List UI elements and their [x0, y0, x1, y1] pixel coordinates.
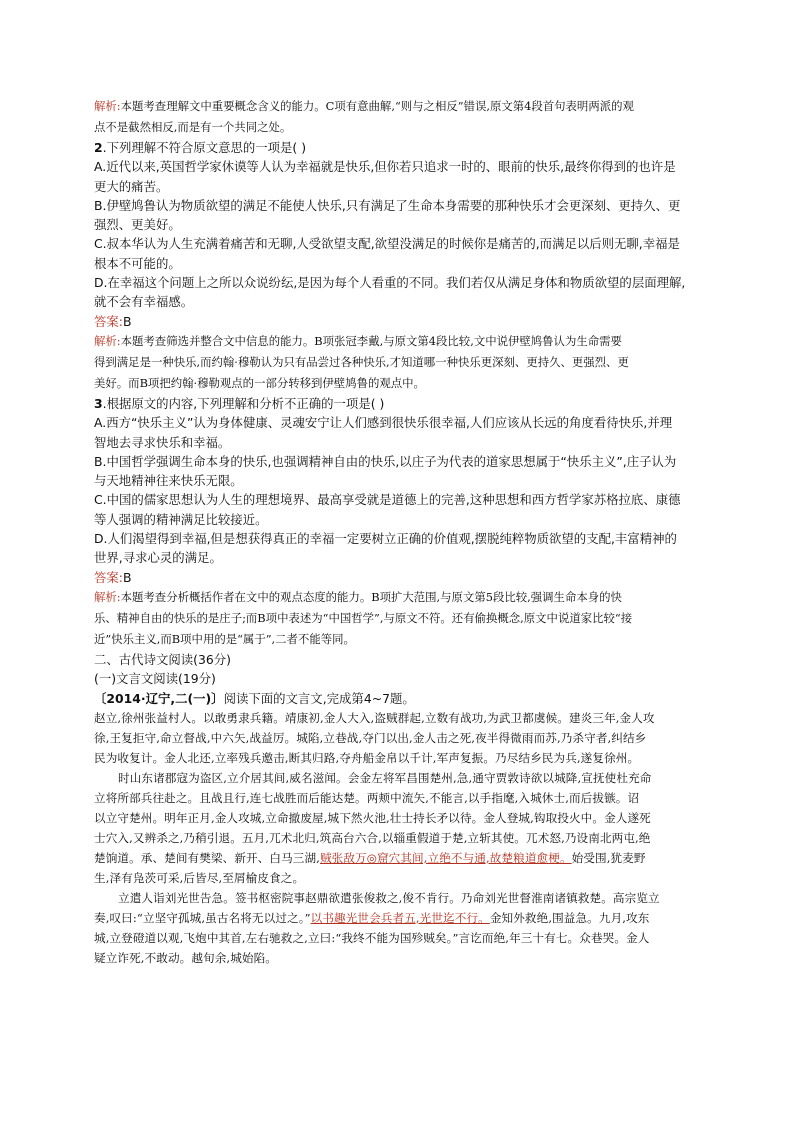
answer-q3: 答案:B [94, 569, 132, 585]
passage-line: 生,泽有凫茨可采,后皆尽,至屑榆皮食之。 [94, 870, 305, 885]
passage-line: 疑立诈死,不敢动。越旬余,城始陷。 [94, 950, 277, 965]
passage-line: 徐,王复拒守,命立督战,中六矢,战益厉。城陷,立巷战,夺门以出,金人击之死,夜半得微雨而苏,乃杀守者,纠结乡 [94, 730, 647, 745]
section-instruction: 〔2014·辽宁,二(一)〕阅读下面的文言文,完成第4~7题。 [94, 690, 415, 706]
question-2-option: 更大的痛苦。 [94, 178, 169, 194]
explanation-q1: 解析:本题考查理解文中重要概念含义的能力。C项有意曲解,“则与之相反”错误,原文第4段首句表明两派的观 [94, 99, 634, 113]
explanation-q1-cont: 点不是截然相反,而是有一个共同之处。 [94, 120, 292, 134]
question-3-option: 世界,寻求心灵的满足。 [94, 550, 222, 566]
section-title: 二、古代诗文阅读(36分) [94, 651, 231, 667]
question-3-option: 智地去寻求快乐和幸福。 [94, 434, 231, 450]
answer-q2: 答案:B [94, 313, 132, 329]
passage-line: 奏,叹曰:“立坚守孤城,虽古名将无以过之。”以书趣光世会兵者五,光世迄不行。金知外救绝,围益急。九月,攻东 [94, 910, 650, 925]
question-2-option: 就不会有幸福感。 [94, 294, 194, 310]
question-3-option: D.人们渴望得到幸福,但是想获得真正的幸福一定要树立正确的价值观,摆脱纯粹物质欲望的支配,丰富精神的 [94, 531, 677, 547]
passage-line: 士穴入,又辨杀之,乃稍引退。五月,兀术北归,筑高台六合,以辎重假道于楚,立斩其使。兀术怒,乃设南北两屯,绝 [94, 830, 651, 845]
question-3-option: A.西方“快乐主义”认为身体健康、灵魂安宁让人们感到很快乐很幸福,人们应该从长远的角度看待快乐,并理 [94, 415, 673, 431]
passage-line: 民为收复计。金人北还,立率残兵邀击,断其归路,夺舟船金帛以千计,军声复振。乃尽结乡民为兵,遂复徐州。 [94, 750, 640, 765]
section-subtitle: (一)文言文阅读(19分) [94, 671, 216, 687]
passage-line: 时山东诸郡寇为盗区,立介居其间,威名滋闻。会金左将军昌围楚州,急,通守贾敦诗欲以城降,宣抚使杜充命 [118, 770, 652, 785]
question-2-option: D.在幸福这个问题上之所以众说纷纭,是因为每个人看重的不同。我们若仅从满足身体和物质欲望的层面理解, [94, 275, 686, 291]
explanation-q2: 解析:本题考查筛选并整合文中信息的能力。B项张冠李戴,与原文第4段比较,文中说伊壁鸠鲁认为生命需要 [94, 333, 622, 348]
question-3-option: 与天地精神往来快乐无限。 [94, 473, 243, 489]
passage-line: 城,立登磴道以观,飞炮中其首,左右驰救之,立曰:“我终不能为国殄贼矣。”言讫而绝,年三十有七。众巷哭。金人 [94, 930, 650, 945]
question-2-option: A.近代以来,英国哲学家休谟等人认为幸福就是快乐,但你若只追求一时的、眼前的快乐,最终你得到的也许是 [94, 159, 676, 175]
passage-line: 立将所部兵往赴之。且战且行,连七战胜而后能达楚。两颊中流矢,不能言,以手指麾,入城休士,而后拔镞。诏 [94, 790, 640, 805]
question-3-option: 等人强调的精神满足比较接近。 [94, 511, 268, 527]
underlined-sentence: 以书趣光世会兵者五,光世迄不行。 [310, 910, 490, 925]
passage-line: 楚饷道。承、楚间有樊梁、新开、白马三湖,贼张敌万◎窟穴其间,立绝不与通,故楚粮道愈梗。始受围,犹麦野 [94, 850, 646, 865]
question-2-option: C.叔本华认为人生充满着痛苦和无聊,人受欲望支配,欲望没满足的时候你是痛苦的,而满足以后则无聊,幸福是 [94, 236, 680, 252]
passage-line: 以立守楚州。明年正月,金人攻城,立命撤废屋,城下然火池,壮士持长矛以待。金人登城,钩取投火中。金人遂死 [94, 810, 651, 825]
question-2-stem: 2.下列理解不符合原文意思的一项是( ) [94, 140, 307, 155]
question-3-option: C.中国的儒家思想认为人生的理想境界、最高享受就是道德上的完善,这种思想和西方哲学家苏格拉底、康德 [94, 492, 681, 508]
explanation-q3-cont: 乐、精神自由的快乐的是庄子;而B项中表述为“中国哲学”,与原文不符。还有偷换概念,原文中说道家比较“接 [94, 610, 633, 625]
explanation-q2-cont: 美好。而B项把约翰·穆勒观点的一部分转移到伊壁鸠鲁的观点中。 [94, 375, 425, 390]
document-page [94, 96, 700, 968]
explanation-q3-cont: 近”快乐主义,而B项中用的是“属于”,二者不能等同。 [94, 631, 355, 646]
explanation-q3: 解析:本题考查分析概括作者在文中的观点态度的能力。B项扩大范围,与原文第5段比较,强调生命本身的快 [94, 589, 622, 604]
underlined-sentence: 贼张敌万◎窟穴其间,立绝不与通,故楚粮道愈梗。 [319, 850, 572, 865]
question-2-option: 根本不可能的。 [94, 255, 181, 271]
passage-line: 赵立,徐州张益村人。以敢勇隶兵籍。靖康初,金人大入,盗贼群起,立数有战功,为武卫都虞候。建炎三年,金人攻 [94, 710, 655, 725]
question-3-stem: 3.根据原文的内容,下列理解和分析不正确的一项是( ) [94, 395, 385, 411]
classical-passage [94, 708, 700, 968]
question-2-option: 强烈、更美好。 [94, 217, 181, 233]
passage-line: 立遣人诣刘光世告急。签书枢密院事赵鼎欲遣张俊救之,俊不肯行。乃命刘光世督淮南诸镇救楚。高宗览立 [118, 890, 660, 905]
explanation-q2-cont: 得到满足是一种快乐,而约翰·穆勒认为只有品尝过各种快乐,才知道哪一种快乐更深刻、更持久、更强烈、更 [94, 354, 629, 369]
question-2-option: B.伊壁鸠鲁认为物质欲望的满足不能使人快乐,只有满足了生命本身需要的那种快乐才会更深刻、更持久、更 [94, 197, 681, 213]
question-3-option: B.中国哲学强调生命本身的快乐,也强调精神自由的快乐,以庄子为代表的道家思想属于“快乐主义”,庄子认为 [94, 453, 677, 469]
